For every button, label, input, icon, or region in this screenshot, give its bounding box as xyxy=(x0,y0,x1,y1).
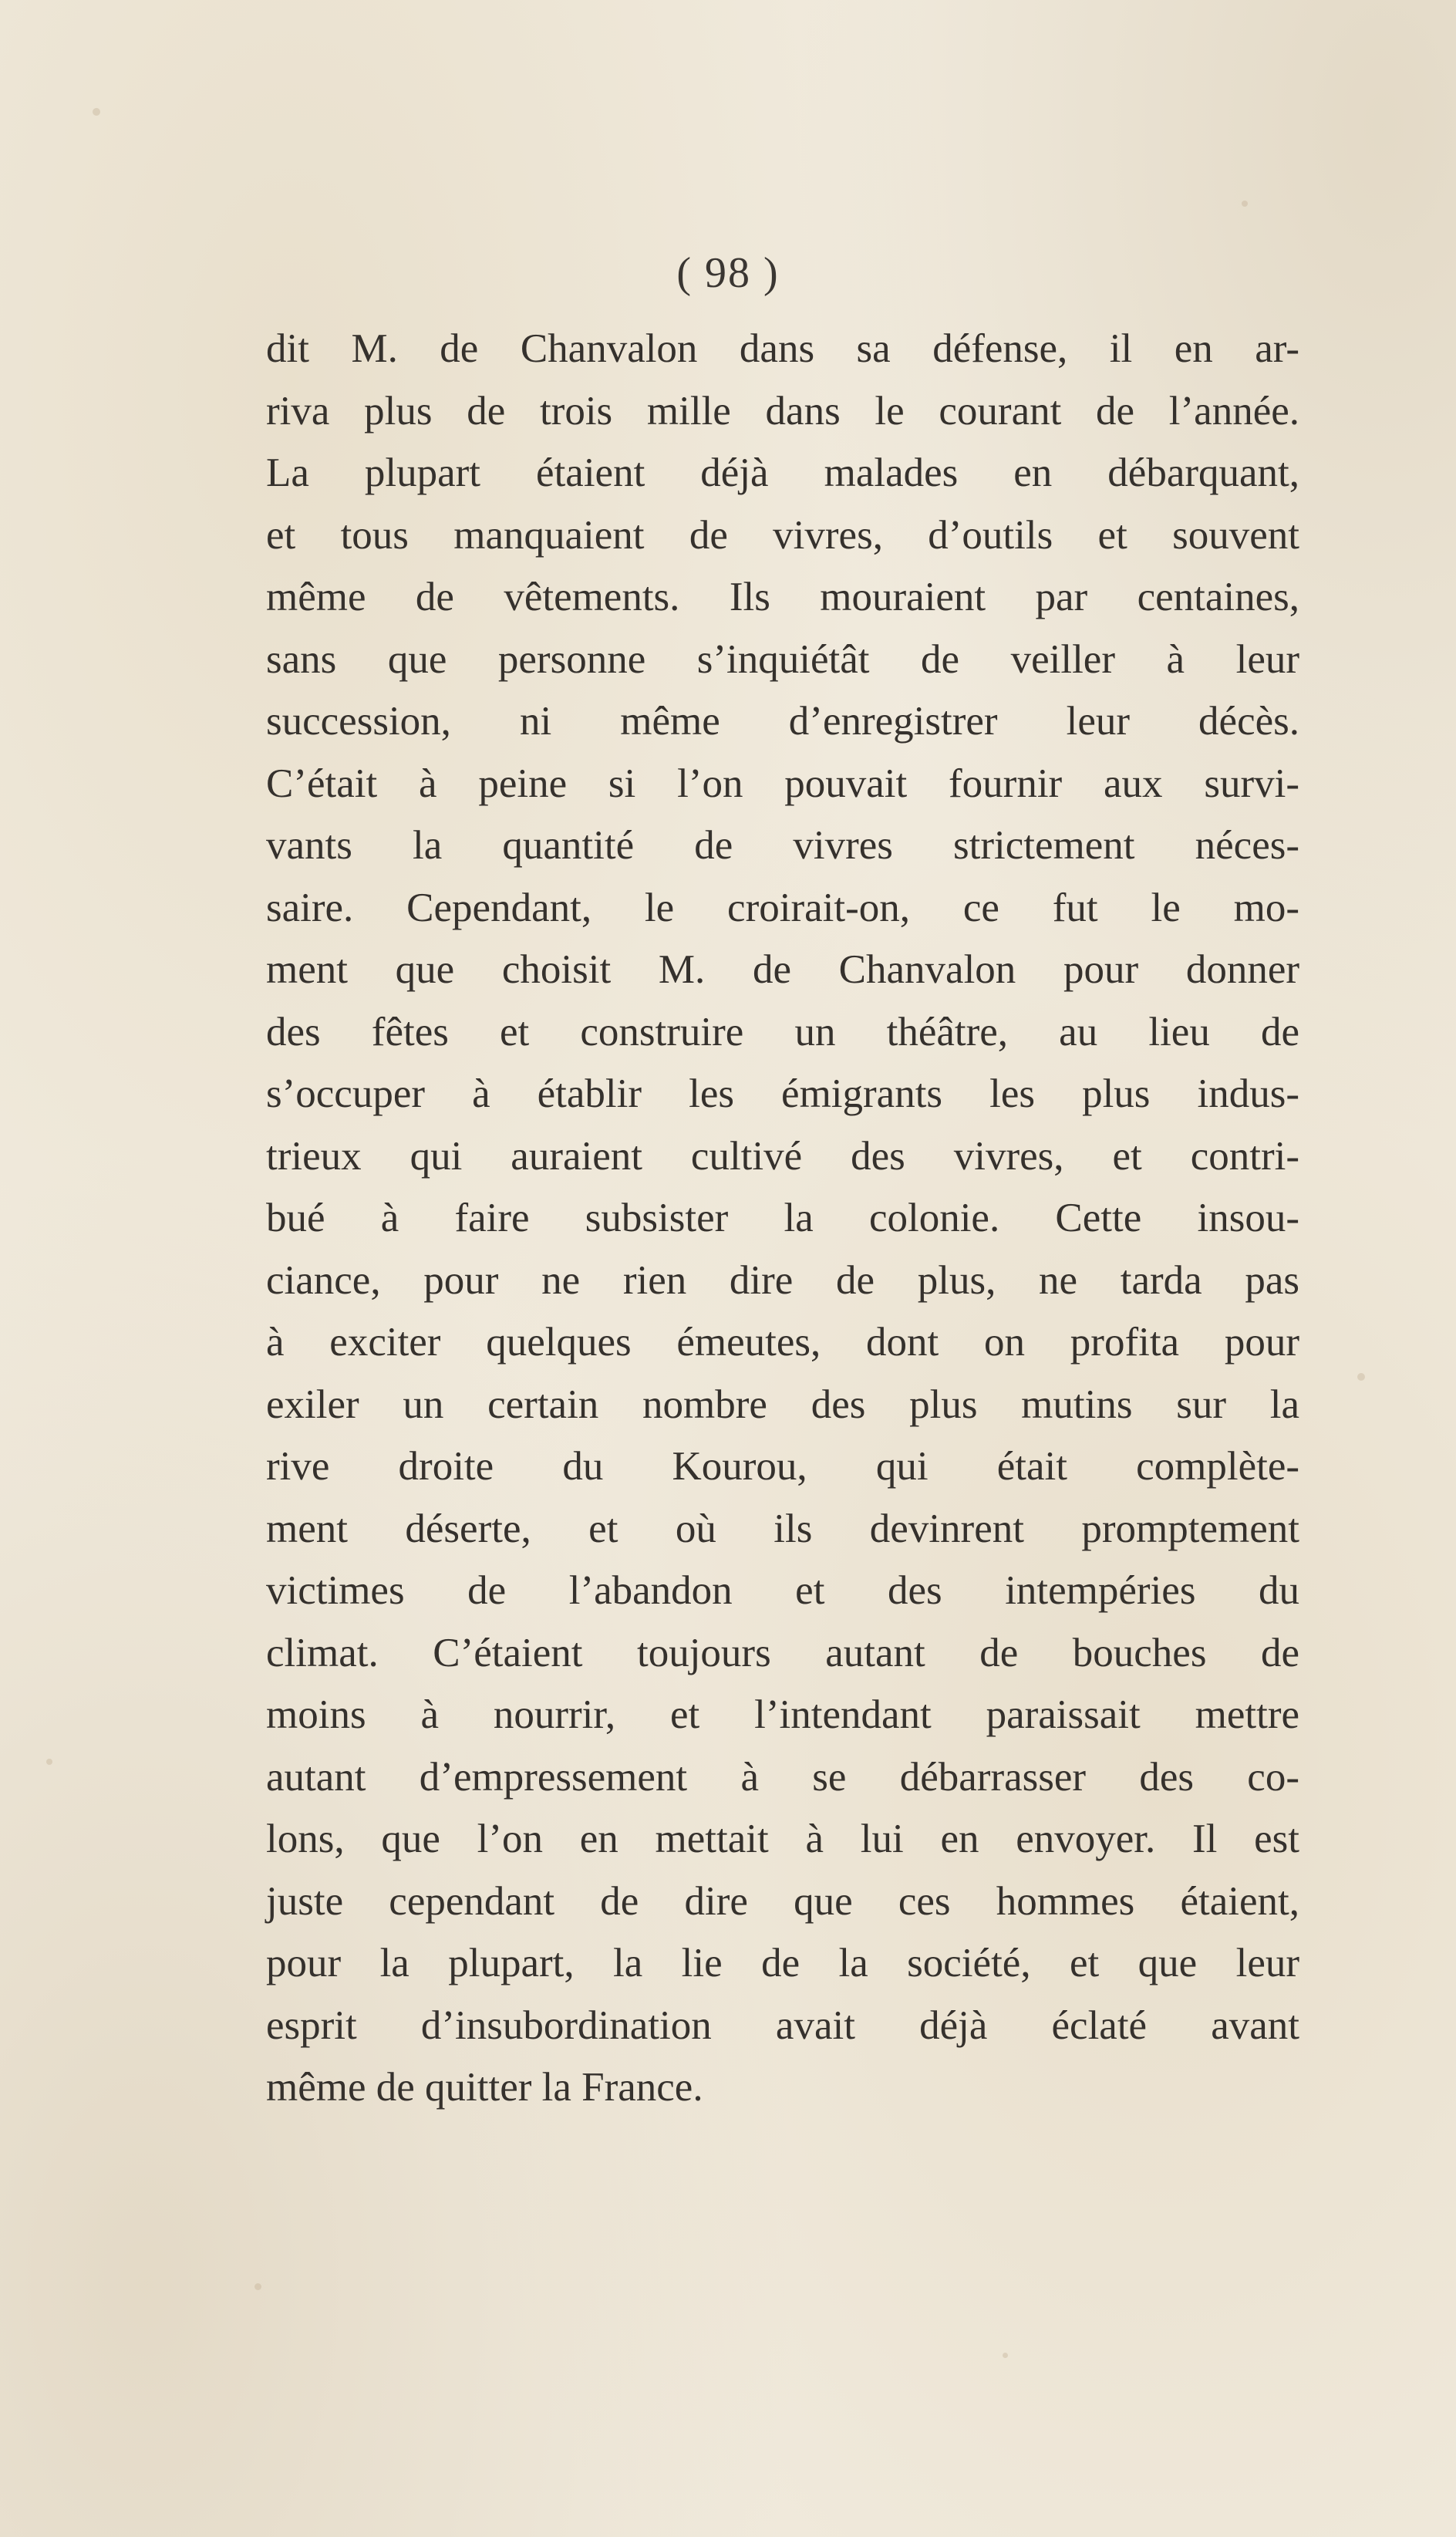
text-line: La plupart étaient déjà malades en débarquant, xyxy=(266,450,1299,495)
text-line: dit M. de Chanvalon dans sa défense, il en ar- xyxy=(266,326,1299,371)
text-line: sans que personne s’inquiétât de veiller à leur xyxy=(266,636,1299,682)
text-line: C’était à peine si l’on pouvait fournir aux survi- xyxy=(266,761,1299,806)
paper-speck xyxy=(1357,1373,1365,1381)
paper-speck xyxy=(93,108,100,116)
text-line: vants la quantité de vivres strictement néces- xyxy=(266,823,1299,868)
text-line: climat. C’étaient toujours autant de bouches de xyxy=(266,1630,1299,1675)
text-line: victimes de l’abandon et des intempéries du xyxy=(266,1568,1299,1613)
text-line: trieux qui auraient cultivé des vivres, et contri- xyxy=(266,1133,1299,1179)
text-line: moins à nourrir, et l’intendant paraissait mettre xyxy=(266,1692,1299,1737)
text-line: ment déserte, et où ils devinrent promptement xyxy=(266,1506,1299,1551)
body-text xyxy=(266,318,1299,2119)
text-line: rive droite du Kourou, qui était complète- xyxy=(266,1444,1299,1489)
text-line: ciance, pour ne rien dire de plus, ne tarda pas xyxy=(266,1257,1299,1303)
text-line: saire. Cependant, le croirait-on, ce fut le mo- xyxy=(266,885,1299,930)
text-line: pour la plupart, la lie de la société, et que leur xyxy=(266,1941,1299,1985)
text-line: des fêtes et construire un théâtre, au lieu de xyxy=(266,1009,1299,1054)
page-number: ( 98 ) xyxy=(676,249,780,297)
text-line: esprit d’insubordination avait déjà éclaté avant xyxy=(266,2002,1299,2048)
text-line: bué à faire subsister la colonie. Cette insou- xyxy=(266,1196,1299,1240)
text-line: succession, ni même d’enregistrer leur décès. xyxy=(266,699,1299,744)
text-line: ment que choisit M. de Chanvalon pour donner xyxy=(266,947,1299,992)
text-line: juste cependant de dire que ces hommes étaient, xyxy=(266,1878,1299,1924)
paper-speck xyxy=(46,1759,52,1765)
text-line: s’occuper à établir les émigrants les plus indus- xyxy=(266,1071,1299,1116)
paper-speck xyxy=(1242,201,1248,207)
paper-speck xyxy=(1003,2353,1008,2358)
text-line: riva plus de trois mille dans le courant de l’année. xyxy=(266,388,1299,434)
text-line: lons, que l’on en mettait à lui en envoyer. Il est xyxy=(266,1817,1299,1861)
text-line: à exciter quelques émeutes, dont on profita pour xyxy=(266,1320,1299,1365)
text-line: même de vêtements. Ils mouraient par centaines, xyxy=(266,575,1299,619)
text-line: exiler un certain nombre des plus mutins sur la xyxy=(266,1382,1299,1427)
text-line: autant d’empressement à se débarrasser des co- xyxy=(266,1754,1299,1800)
text-line: et tous manquaient de vivres, d’outils et souvent xyxy=(266,512,1299,558)
text-line: même de quitter la France. xyxy=(266,2065,703,2110)
paper-speck xyxy=(254,2283,261,2290)
